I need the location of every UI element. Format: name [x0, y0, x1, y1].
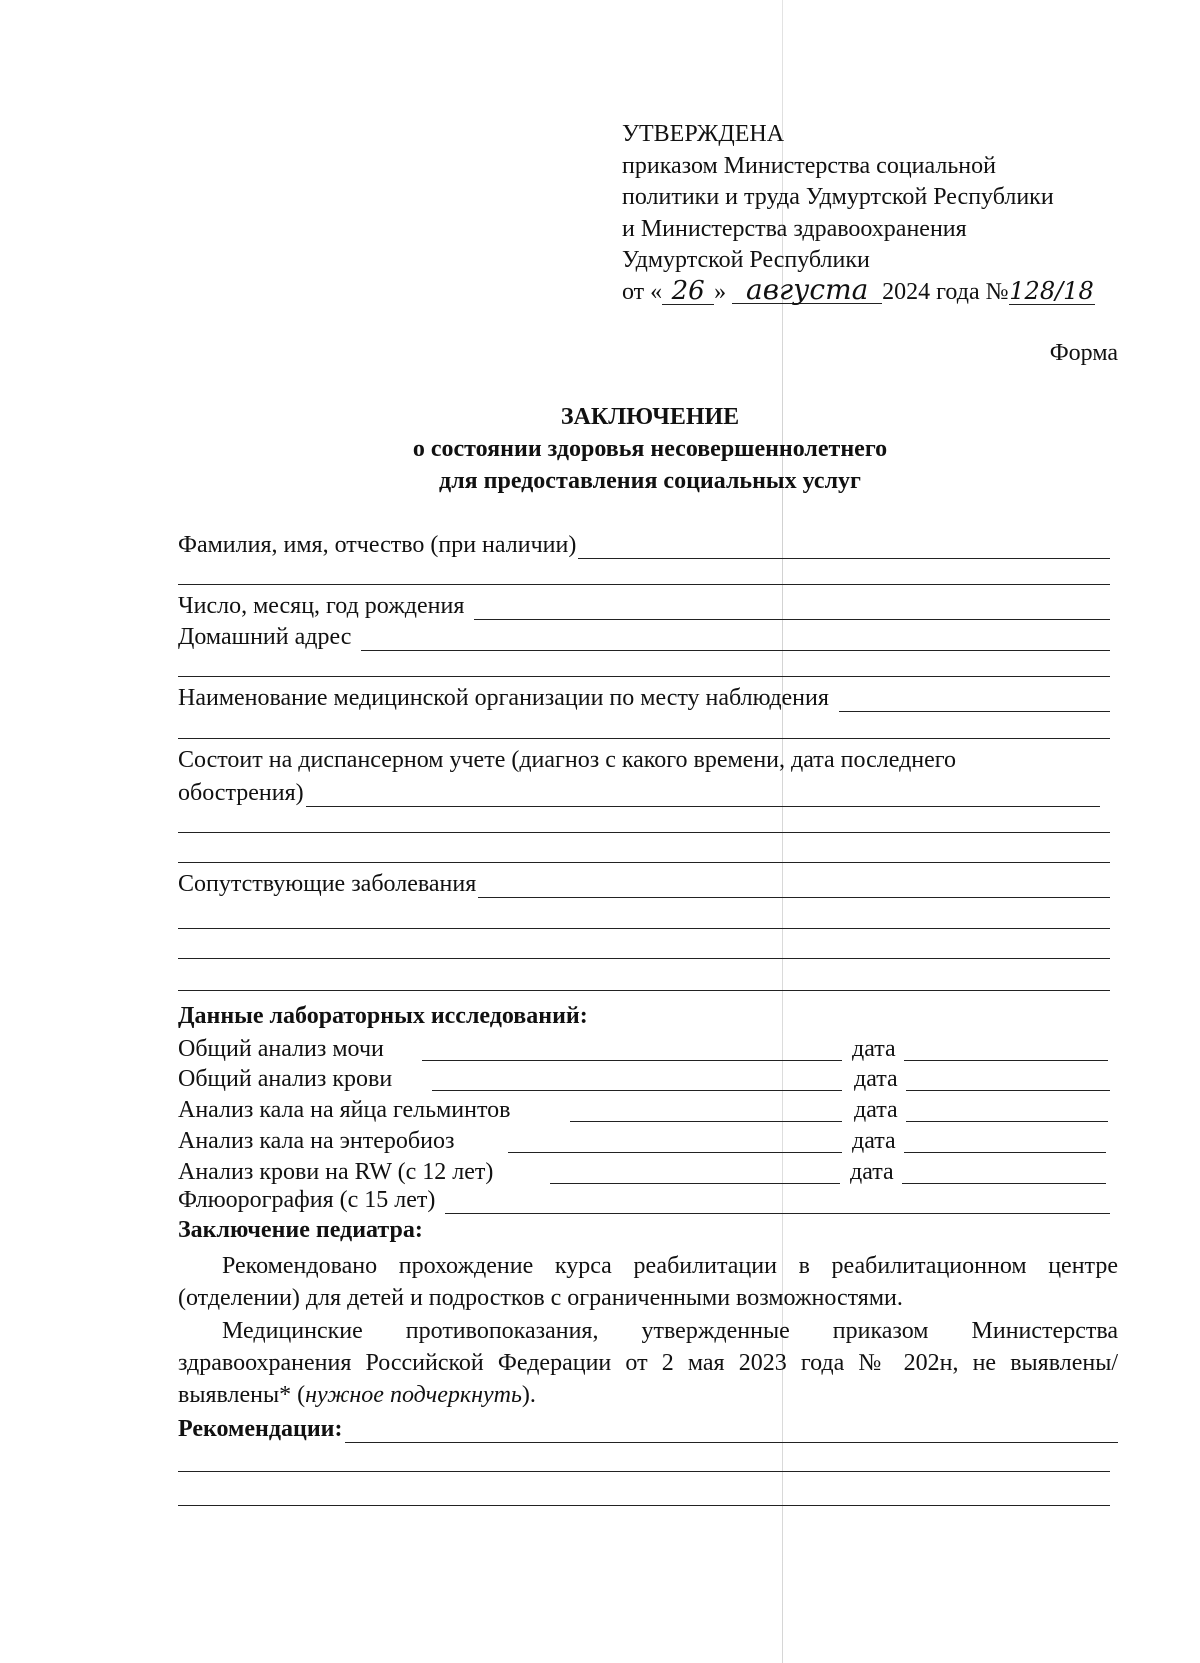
- birth-line[interactable]: [474, 597, 1110, 620]
- recommendations-line-3[interactable]: [178, 1505, 1110, 1506]
- conclusion-heading-text: Заключение педиатра:: [178, 1217, 423, 1243]
- approval-line-5: Удмуртской Республики: [622, 247, 870, 273]
- lab-heading-text: Данные лабораторных исследований:: [178, 1003, 588, 1029]
- approval-line-4: и Министерства здравоохранения: [622, 215, 967, 242]
- dispensary-line[interactable]: [306, 784, 1100, 807]
- field-recommendations: [178, 1415, 1118, 1443]
- lab-row: [178, 1063, 1110, 1093]
- birth-label: Число, месяц, год рождения: [178, 593, 465, 619]
- lab-date-line[interactable]: [906, 1090, 1110, 1091]
- handwritten-order-number: 128/18: [1009, 276, 1094, 305]
- lab-result-line[interactable]: [550, 1183, 840, 1184]
- recommendations-line[interactable]: [345, 1420, 1119, 1443]
- lab-item-name: Анализ крови на RW (с 12 лет): [178, 1159, 494, 1185]
- lab-item-name: Общий анализ крови: [178, 1066, 393, 1092]
- comorbid-line-3[interactable]: [178, 958, 1110, 959]
- date-year: 2024 года №: [882, 278, 1009, 305]
- fio-line-2[interactable]: [178, 584, 1110, 585]
- lab-date-label: дата: [854, 1066, 898, 1092]
- approval-block: [622, 119, 1142, 308]
- lab-date-line[interactable]: [904, 1152, 1106, 1153]
- field-address: [178, 623, 1110, 651]
- approval-line-3: политики и труда Удмуртской Республики: [622, 184, 1054, 210]
- address-label: Домашний адрес: [178, 624, 352, 650]
- lab-date-label: дата: [852, 1128, 896, 1154]
- date-prefix: от «: [622, 278, 663, 305]
- med-org-label: Наименование медицинской организации по месту наблюдения: [178, 685, 829, 711]
- fio-label: Фамилия, имя, отчество (при наличии): [178, 532, 577, 558]
- lab-date-line[interactable]: [902, 1183, 1106, 1184]
- fluoro-label: Флюорография (с 15 лет): [178, 1187, 436, 1213]
- lab-item-name: Анализ кала на энтеробиоз: [178, 1128, 455, 1154]
- field-fluoro: [178, 1186, 1110, 1214]
- conclusion-heading: [178, 1216, 1110, 1244]
- lab-row: [178, 1125, 1110, 1155]
- lab-result-line[interactable]: [422, 1060, 842, 1061]
- lab-item-name: Общий анализ мочи: [178, 1036, 384, 1062]
- recommendations-label: Рекомендации:: [178, 1416, 343, 1442]
- lab-result-line[interactable]: [570, 1121, 842, 1122]
- dispensary-label-1: Состоит на диспансерном учете (диагноз с какого времени, дата последнего: [178, 747, 957, 773]
- field-med-org: [178, 684, 1110, 712]
- address-line[interactable]: [361, 628, 1110, 651]
- dispensary-label-2: обострения): [178, 780, 304, 806]
- lab-row: [178, 1094, 1110, 1124]
- approval-date-line: [622, 272, 1142, 309]
- comorbid-label: Сопутствующие заболевания: [178, 871, 477, 897]
- doc-title: ЗАКЛЮЧЕНИЕ: [560, 404, 740, 430]
- conclusion-paragraph-1: Рекомендовано прохождение курса реабилитации в реабилитационном центре (отделении) для детей и подростков с ограниченными возможностями.: [178, 1253, 1118, 1311]
- address-line-2[interactable]: [178, 676, 1110, 677]
- lab-result-line[interactable]: [508, 1152, 842, 1153]
- comorbid-line[interactable]: [478, 875, 1110, 898]
- lab-result-line[interactable]: [432, 1090, 842, 1091]
- lab-item-name: Анализ кала на яйца гельминтов: [178, 1097, 511, 1123]
- lab-date-line[interactable]: [904, 1060, 1108, 1061]
- field-comorbid: [178, 870, 1110, 898]
- conclusion-paragraph-2: [178, 1315, 1118, 1411]
- lab-date-label: дата: [854, 1097, 898, 1123]
- fio-line[interactable]: [578, 536, 1110, 559]
- lab-date-label: дата: [850, 1159, 894, 1185]
- date-quote-close: »: [714, 278, 727, 305]
- med-org-line-2[interactable]: [178, 738, 1110, 739]
- lab-row: [178, 1033, 1110, 1063]
- doc-subtitle-2: для предоставления социальных услуг: [439, 468, 861, 494]
- approval-line-2: приказом Министерства социальной: [622, 152, 996, 179]
- med-org-line[interactable]: [839, 689, 1110, 712]
- lab-date-line[interactable]: [906, 1121, 1108, 1122]
- dispensary-line-3[interactable]: [178, 862, 1110, 863]
- handwritten-month: августа: [732, 277, 882, 304]
- approval-line-1: УТВЕРЖДЕНА: [622, 121, 785, 147]
- comorbid-line-2[interactable]: [178, 928, 1110, 929]
- para2-main: Медицинские противопоказания, утвержденные приказом Министерства здравоохранения Российской Федерации от 2 мая 2023 года № 202н, не выявлены/выявлены* (: [178, 1318, 1118, 1408]
- lab-heading: [178, 1002, 1110, 1030]
- form-label: Форма: [1049, 340, 1118, 366]
- comorbid-line-4[interactable]: [178, 990, 1110, 991]
- dispensary-line-2[interactable]: [178, 832, 1110, 833]
- fluoro-line[interactable]: [445, 1191, 1110, 1214]
- field-fio: [178, 531, 1110, 559]
- handwritten-day: 26: [662, 278, 714, 305]
- field-birth: [178, 592, 1110, 620]
- field-dispensary-2: [178, 779, 1100, 807]
- lab-date-label: дата: [852, 1036, 896, 1062]
- para2-end: ).: [521, 1382, 536, 1408]
- doc-subtitle-1: о состоянии здоровья несовершеннолетнего: [412, 436, 888, 462]
- para2-italic: нужное подчеркнуть: [305, 1382, 522, 1408]
- field-dispensary-1: [178, 746, 1110, 774]
- lab-row: [178, 1156, 1110, 1186]
- recommendations-line-2[interactable]: [178, 1471, 1110, 1472]
